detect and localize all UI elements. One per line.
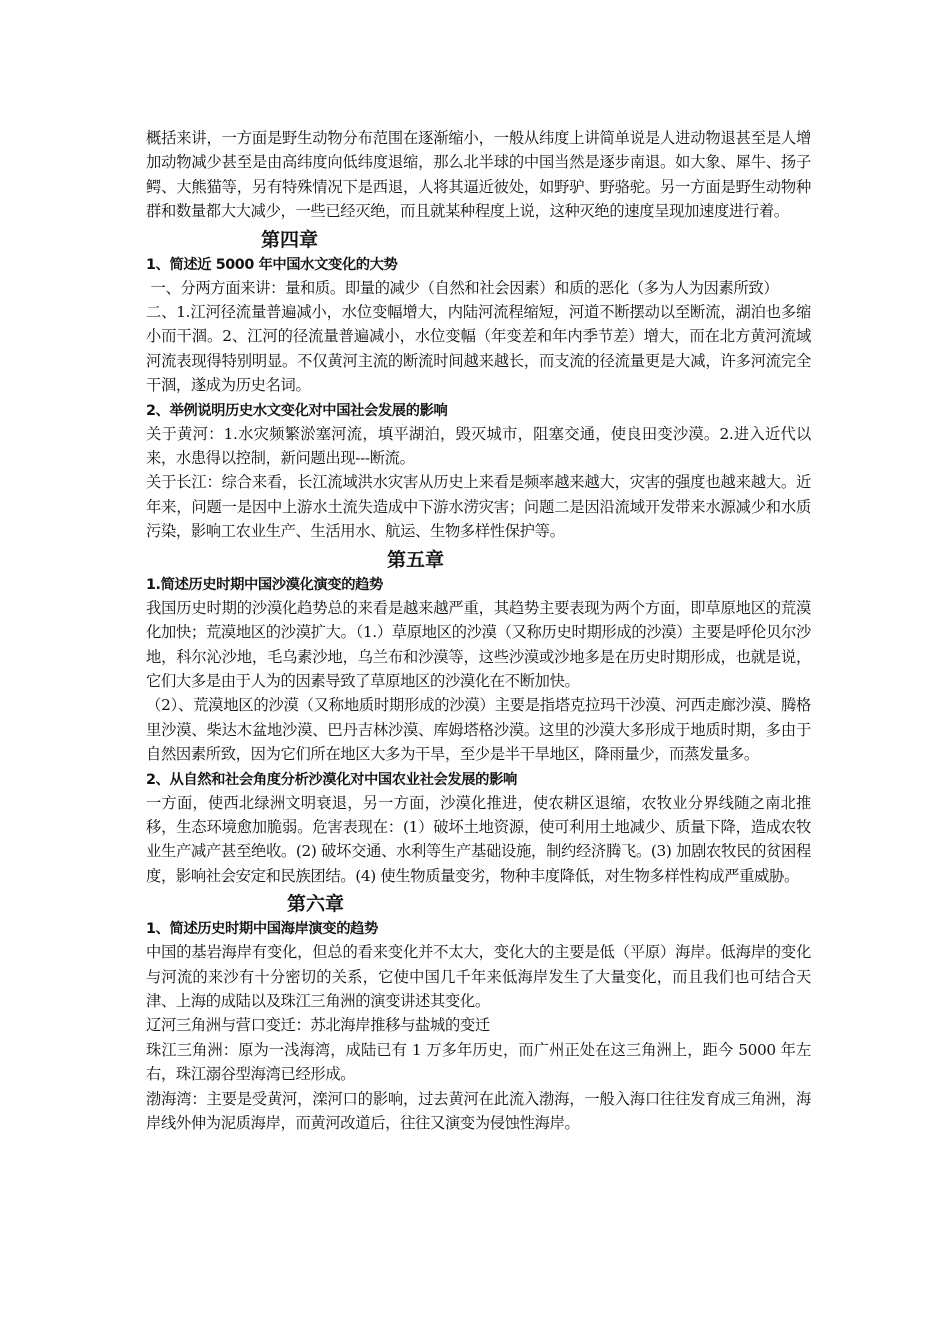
chapter-5-answer-2: 一方面，使西北绿洲文明衰退，另一方面，沙漠化推进，使农耕区退缩，农牧业分界线随之南北推移，生态环境愈加脆弱。危害表现在：(1）破坏土地资源，使可利用土地减少、质量下降，造成农牧业生产减产甚至绝收。(2) 破坏交通、水利等生产基础设施，制约经济腾飞。(3) 加剧农牧民的贫困程度，影响社会安定和民族团结。(4) 使生物质量变劣，物种丰度降低，对生物多样性构成严重威胁。: [146, 793, 811, 885]
chapter-5-answer-1-part-2: （2）、荒漠地区的沙漠（又称地质时期形成的沙漠）主要是指塔克拉玛干沙漠、河西走廊沙漠、腾格里沙漠、柴达木盆地沙漠、巴丹吉林沙漠、库姆塔格沙漠。这里的沙漠大多形成于地质时期，多由于自然因素所致，因为它们所在地区大多为干旱，至少是半干旱地区，降雨量少，而蒸发量多。: [146, 696, 811, 764]
chapter-5-question-2: 2、从自然和社会角度分析沙漠化对中国农业社会发展的影响: [146, 771, 517, 788]
chapter-6-answer-1-part-4: 渤海湾：主要是受黄河，滦河口的影响，过去黄河在此流入渤海，一般入海口往往发育成三角洲，海岸线外伸为泥质海岸，而黄河改道后，往往又演变为侵蚀性海岸。: [146, 1089, 811, 1132]
intro-paragraph: 概括来讲，一方面是野生动物分布范围在逐渐缩小，一般从纬度上讲简单说是人进动物退甚至是人增加动物减少甚至是由高纬度向低纬度退缩，那么北半球的中国当然是逐步南退。如大象、犀牛、扬子鳄、大熊猫等，另有特殊情况下是西退，人将其逼近彼处，如野驴、野骆驼。另一方面是野生动物种群和数量都大大减少，一些已经灭绝，而且就某种程度上说，这种灭绝的速度呈现加速度进行着。: [146, 129, 811, 221]
chapter-4-answer-1-part-2: 二、1.江河径流量普遍减小，水位变幅增大，内陆河流程缩短，河道不断摆动以至断流，湖泊也多缩小而干涸。2、江河的径流量普遍减小，水位变幅（年变差和年内季节差）增大，而在北方黄河流域河流表现得特别明显。不仅黄河主流的断流时间越来越长，而支流的径流量更是大减，许多河流完全干涸，遂成为历史名词。: [146, 303, 811, 395]
chapter-4-answer-2-yangtze: 关于长江：综合来看，长江流域洪水灾害从历史上来看是频率越来越大，灾害的强度也越来越大。近年来，问题一是因中上游水土流失造成中下游水涝灾害；问题二是因沿流域开发带来水源减少和水质污染，影响工农业生产、生活用水、航运、生物多样性保护等。: [146, 473, 811, 541]
chapter-6-answer-1-part-1: 中国的基岩海岸有变化，但总的看来变化并不太大，变化大的主要是低（平原）海岸。低海岸的变化与河流的来沙有十分密切的关系，它使中国几千年来低海岸发生了大量变化，而且我们也可结合天津、上海的成陆以及珠江三角洲的演变讲述其变化。: [146, 943, 811, 1010]
chapter-5-answer-1-part-1: 我国历史时期的沙漠化趋势总的来看是越来越严重，其趋势主要表现为两个方面，即草原地区的荒漠化加快；荒漠地区的沙漠扩大。（1.）草原地区的沙漠（又称历史时期形成的沙漠）主要是呼伦贝尔沙地，科尔沁沙地，毛乌素沙地，乌兰布和沙漠等，这些沙漠或沙地多是在历史时期形成，也就是说，它们大多是由于人为的因素导致了草原地区的沙漠化在不断加快。: [146, 598, 811, 690]
chapter-5-question-1: 1.简述历史时期中国沙漠化演变的趋势: [146, 576, 383, 593]
chapter-6-title: 第六章: [287, 893, 345, 916]
chapter-4-answer-2-yellow-river: 关于黄河：1.水灾频繁淤塞河流，填平湖泊，毁灭城市，阻塞交通，使良田变沙漠。2.进入近代以来，水患得以控制，新问题出现---断流。: [146, 424, 811, 468]
document-page: [146, 126, 811, 1135]
chapter-4-question-2: 2、举例说明历史水文变化对中国社会发展的影响: [146, 402, 448, 419]
chapter-6-answer-1-part-2: 辽河三角洲与营口变迁：苏北海岸推移与盐城的变迁: [146, 1016, 490, 1035]
chapter-4-title: 第四章: [261, 228, 319, 251]
chapter-6-answer-1-part-3: 珠江三角洲：原为一浅海湾，成陆已有 1 万多年历史，而广州正处在这三角洲上，距今 5000 年左右，珠江溺谷型海湾已经形成。: [146, 1040, 811, 1084]
chapter-6-question-1: 1、简述历史时期中国海岸演变的趋势: [146, 921, 378, 938]
chapter-5-title: 第五章: [387, 548, 445, 571]
chapter-4-question-1: 1、简述近 5000 年中国水文变化的大势: [146, 256, 398, 273]
chapter-4-answer-1-part-1: 一、分两方面来讲：量和质。即量的减少（自然和社会因素）和质的恶化（多为人为因素所致）: [146, 278, 779, 297]
